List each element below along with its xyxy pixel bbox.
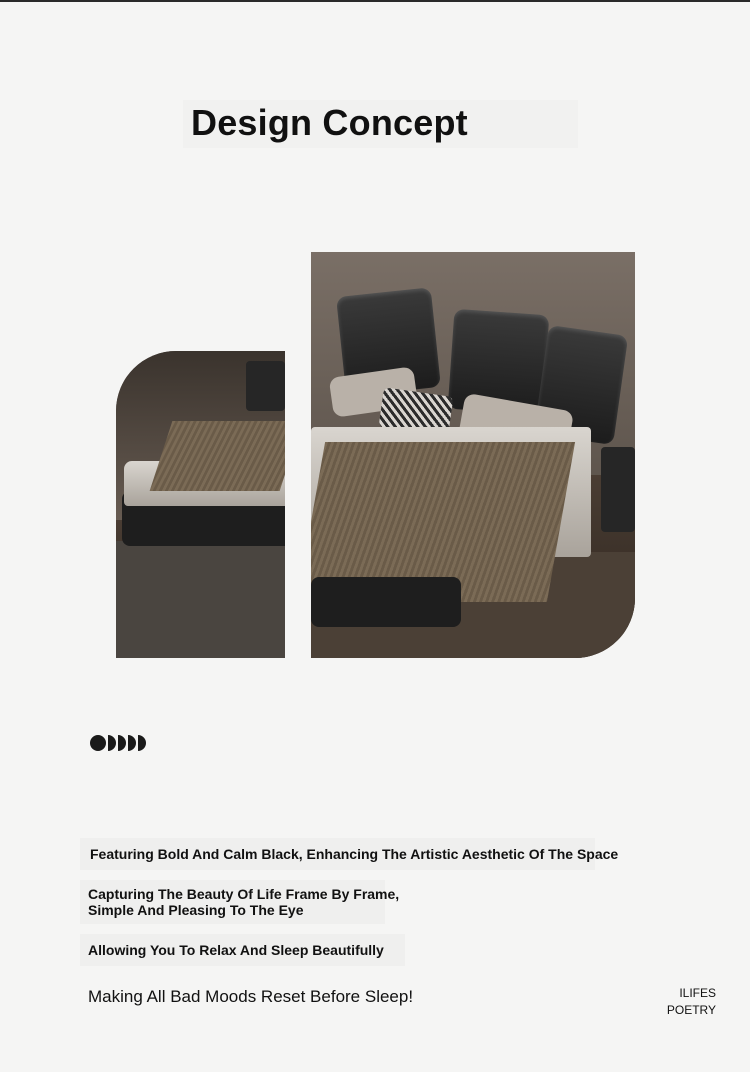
dot-icon [90,735,106,751]
progress-dots [90,735,146,751]
feature-line-2 [88,886,399,918]
feature-line-2b: Simple And Pleasing To The Eye [88,902,304,918]
brand-logo [667,985,716,1019]
brand-line-1: ILIFES [679,986,716,1000]
feature-line-1: Featuring Bold And Calm Black, Enhancing The Artistic Aesthetic Of The Space [90,846,619,862]
tagline: Making All Bad Moods Reset Before Sleep! [88,987,414,1006]
feature-line-2a: Capturing The Beauty Of Life Frame By Frame, [88,886,400,902]
top-divider [0,0,750,2]
half-dot-icon [128,735,136,751]
brand-line-2: POETRY [666,1003,716,1017]
half-dot-icon [118,735,126,751]
page-title: Design Concept [191,102,468,143]
bedroom-bed-photo [311,252,635,658]
feature-line-3: Allowing You To Relax And Sleep Beautifully [88,942,384,958]
half-dot-icon [108,735,116,751]
half-dot-icon [138,735,146,751]
bed-detail-photo [116,351,285,658]
